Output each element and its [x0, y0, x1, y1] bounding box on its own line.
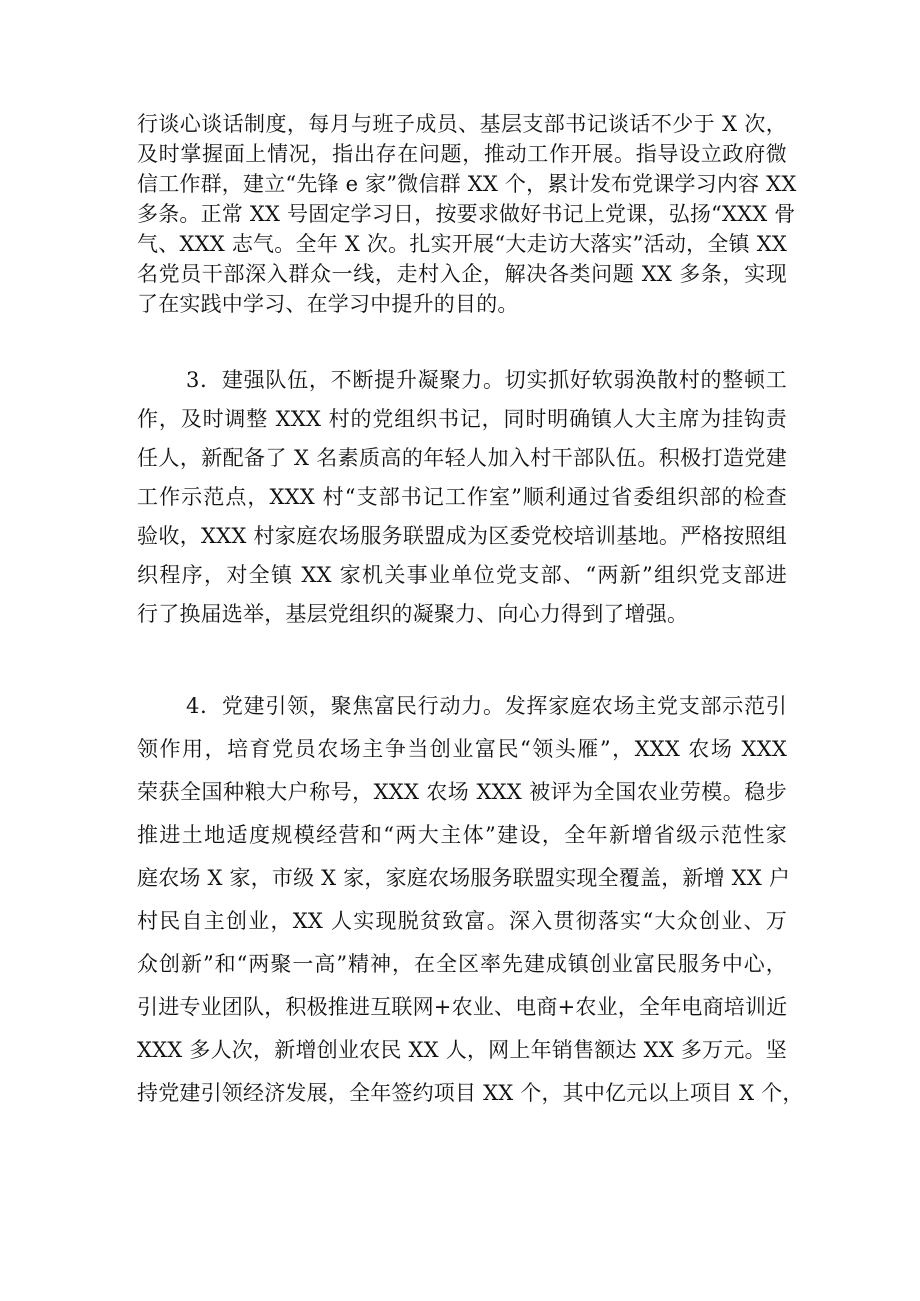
paragraph-line: 荣获全国种粮大户称号，XXX 农场 XXX 被评为全国农业劳模。稳步 — [137, 780, 787, 804]
paragraph-line: 行了换届选举，基层党组织的凝聚力、向心力得到了增强。 — [137, 602, 689, 626]
paragraph-line: 多条。正常 XX 号固定学习日，按要求做好书记上党课，弘扬“XXX 骨 — [137, 202, 796, 226]
paragraph-line: 作，及时调整 XXX 村的党组织书记，同时明确镇人大主席为挂钩责 — [137, 407, 787, 431]
paragraph-line: 4．党建引领，聚焦富民行动力。发挥家庭农场主党支部示范引 — [186, 694, 787, 718]
paragraph-line: 持党建引领经济发展，全年签约项目 XX 个，其中亿元以上项目 X 个， — [137, 1081, 804, 1105]
paragraph-line: 3．建强队伍，不断提升凝聚力。切实抓好软弱涣散村的整顿工 — [186, 368, 787, 392]
paragraph-line: 及时掌握面上情况，指出存在问题，推动工作开展。指导设立政府微 — [137, 142, 787, 166]
paragraph-line: 验收，XXX 村家庭农场服务联盟成为区委党校培训基地。严格按照组 — [137, 524, 787, 548]
paragraph-line: 任人，新配备了 X 名素质高的年轻人加入村干部队伍。积极打造党建 — [137, 446, 787, 470]
paragraph-line: 推进土地适度规模经营和“两大主体”建设，全年新增省级示范性家 — [137, 823, 787, 847]
paragraph-line: 众创新”和“两聚一高”精神，在全区率先建成镇创业富民服务中心， — [137, 952, 787, 976]
paragraph-line: 了在实践中学习、在学习中提升的目的。 — [137, 292, 519, 316]
paragraph-line: 名党员干部深入群众一线，走村入企，解决各类问题 XX 多条，实现 — [137, 262, 787, 286]
paragraph-line: 工作示范点，XXX 村“支部书记工作室”顺利通过省委组织部的检查 — [137, 485, 787, 509]
paragraph-line: 领作用，培育党员农场主争当创业富民“领头雁”，XXX 农场 XXX — [137, 737, 787, 761]
paragraph-line: 气、XXX 志气。全年 X 次。扎实开展“大走访大落实”活动，全镇 XX — [137, 232, 787, 256]
paragraph-line: 织程序，对全镇 XX 家机关事业单位党支部、“两新”组织党支部进 — [137, 563, 787, 587]
paragraph-line: 行谈心谈话制度，每月与班子成员、基层支部书记谈话不少于 X 次， — [137, 112, 787, 136]
paragraph-line: 庭农场 X 家，市级 X 家，家庭农场服务联盟实现全覆盖，新增 XX 户 — [137, 866, 791, 890]
paragraph-line: 引进专业团队，积极推进互联网+农业、电商+农业，全年电商培训近 — [137, 995, 788, 1019]
paragraph-line: 村民自主创业，XX 人实现脱贫致富。深入贯彻落实“大众创业、万 — [137, 909, 787, 933]
paragraph-line: 信工作群，建立“先锋 e 家”微信群 XX 个，累计发布党课学习内容 XX — [137, 172, 797, 196]
paragraph-line: XXX 多人次，新增创业农民 XX 人，网上年销售额达 XX 多万元。坚 — [137, 1038, 787, 1062]
